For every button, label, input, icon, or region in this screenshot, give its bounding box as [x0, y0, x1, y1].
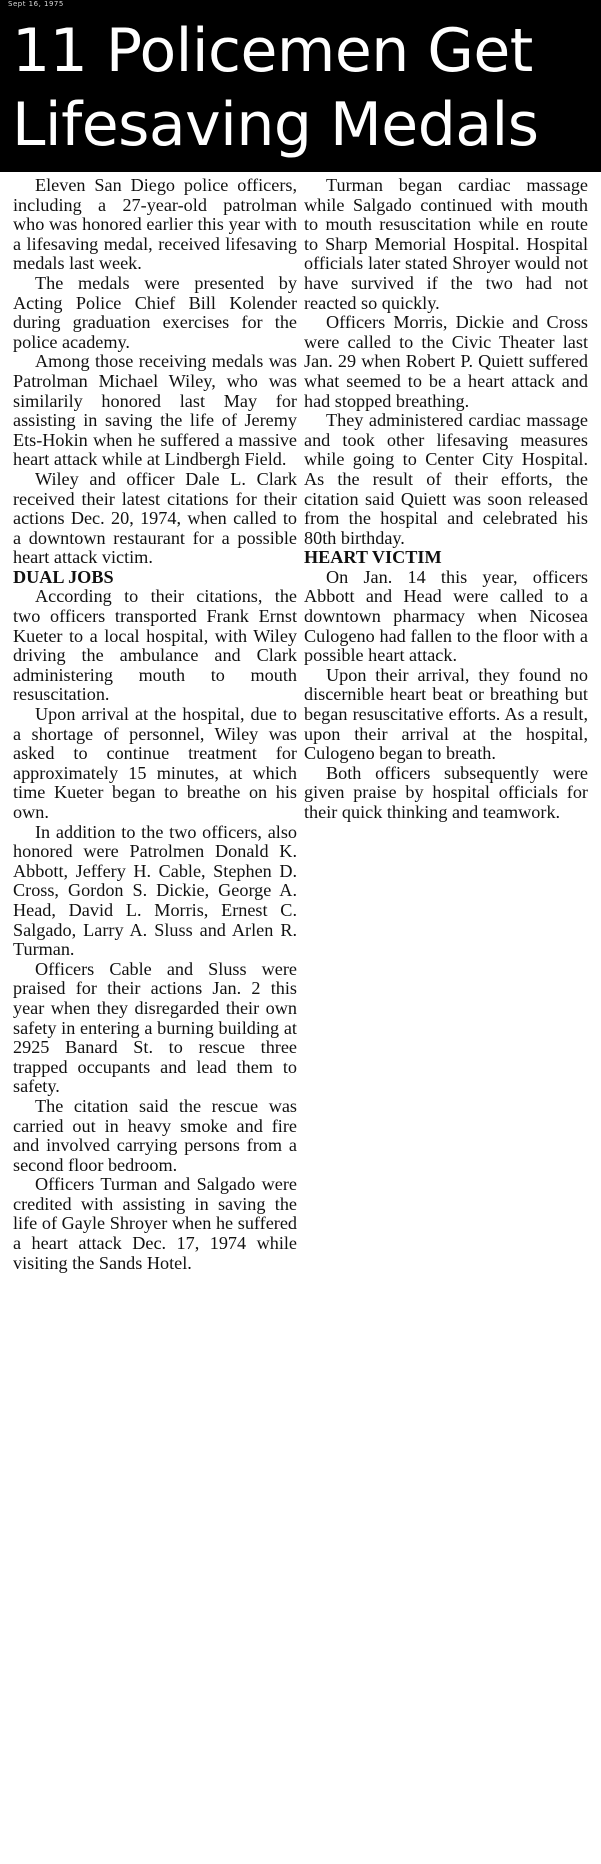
paragraph: Eleven San Diego police officers, including a 27-year-old patrolman who was honored earlier this year with a lifesaving medal, received lifesaving medals last week.	[13, 175, 297, 274]
headline-banner	[0, 0, 601, 172]
paragraph: Upon their arrival, they found no discernible heart beat or breathing but began resuscitative efforts. As a result, upon their arrival at the hospital, Culogeno began to breath.	[304, 664, 588, 764]
paragraph: On Jan. 14 this year, officers Abbott and Head were called to a downtown pharmacy when Nicosea Culogeno had fallen to the floor with a possible heart attack.	[304, 566, 588, 666]
paragraph: Turman began cardiac massage while Salgado continued with mouth to mouth resuscitation while en route to Sharp Memorial Hospital. Hospital officials later stated Shroyer would not have survived if the two had not reacted so quickly.	[304, 175, 588, 313]
paragraph: The medals were presented by Acting Police Chief Bill Kolender during graduation exercises for the police academy.	[13, 272, 297, 352]
paragraph: They administered cardiac massage and took other lifesaving measures while going to Center City Hospital. As the result of their efforts, the citation said Quiett was soon released from the hospital and celebrated his 80th birthday.	[304, 410, 588, 548]
paragraph: Both officers subsequently were given praise by hospital officials for their quick thinking and teamwork.	[304, 762, 588, 822]
paragraph: Officers Turman and Salgado were credited with assisting in saving the life of Gayle Shroyer when he suffered a heart attack Dec. 17, 1974 while visiting the Sands Hotel.	[13, 1174, 297, 1273]
subheading: DUAL JOBS	[13, 566, 114, 587]
paragraph: Officers Cable and Sluss were praised for their actions Jan. 2 this year when they disregarded their own safety in entering a burning building at 2925 Banard St. to rescue three trapped occupants and lead them to safety.	[13, 958, 297, 1097]
article-column-left	[13, 176, 297, 1273]
paragraph: Officers Morris, Dickie and Cross were called to the Civic Theater last Jan. 29 when Robert P. Quiett suffered what seemed to be a heart attack and had stopped breathing.	[304, 312, 588, 411]
subheading: HEART VICTIM	[304, 547, 442, 568]
headline: 11 Policemen Get Lifesaving Medals	[12, 16, 539, 160]
paragraph: The citation said the rescue was carried out in heavy smoke and fire and involved carrying persons from a second floor bedroom.	[13, 1095, 297, 1175]
paragraph: Wiley and officer Dale L. Clark received their latest citations for their actions Dec. 20, 1974, when called to a downtown restaurant for a possible heart attack victim.	[13, 468, 297, 568]
paragraph: In addition to the two officers, also honored were Patrolmen Donald K. Abbott, Jeffery H. Cable, Stephen D. Cross, Gordon S. Dickie, George A. Head, David L. Morris, Ernest C. Salgado, Larry A. Sluss and Arlen R. Turman.	[13, 821, 297, 960]
article-column-right	[304, 176, 588, 823]
paragraph: Upon arrival at the hospital, due to a shortage of personnel, Wiley was asked to continue treatment for approximately 15 minutes, at which time Kueter began to breathe on his own.	[13, 704, 297, 822]
paragraph: Among those receiving medals was Patrolman Michael Wiley, who was similarily honored last May for assisting in saving the life of Jeremy Ets-Hokin when he suffered a massive heart attack while at Lindbergh Field.	[13, 351, 297, 470]
paragraph: According to their citations, the two officers transported Frank Ernst Kueter to a local hospital, with Wiley driving the ambulance and Clark administering mouth to mouth resuscitation.	[13, 586, 297, 705]
dateline: Sept 16, 1975	[8, 0, 64, 8]
